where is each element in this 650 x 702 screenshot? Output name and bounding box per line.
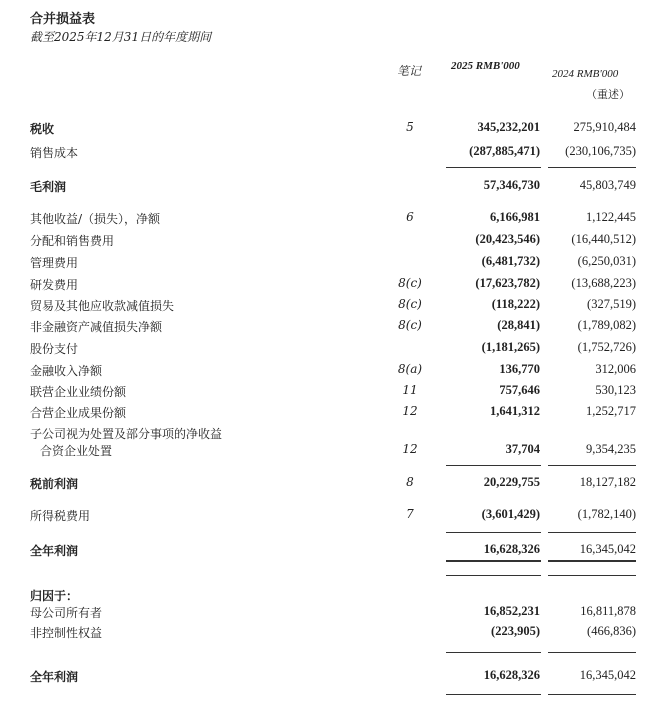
table-row xyxy=(0,442,650,460)
value-2025: 6,166,981 xyxy=(490,210,540,224)
value-2025: (118,222) xyxy=(491,297,540,311)
rule-attr-2025 xyxy=(446,652,541,653)
row-note: 8(a) xyxy=(397,362,423,376)
rule-profit-double-2025b xyxy=(446,575,541,576)
table-row xyxy=(0,475,650,493)
value-2024: (16,440,512) xyxy=(571,232,636,246)
row-label: 合资企业处置 xyxy=(40,444,113,458)
rule-cost-2024 xyxy=(548,167,636,168)
value-2025: 16,628,326 xyxy=(483,668,540,682)
value-2025: 136,770 xyxy=(499,362,540,376)
value-2025: (1,181,265) xyxy=(481,340,540,354)
value-2024: (230,106,735) xyxy=(565,144,636,158)
row-label: 税前利润 xyxy=(30,477,79,491)
statement-subtitle: 截至2025年12月31日的年度期间 xyxy=(30,30,212,44)
value-2024: (13,688,223) xyxy=(571,276,636,290)
table-row xyxy=(0,276,650,294)
value-2025: (28,841) xyxy=(497,318,540,332)
value-2025: 20,229,755 xyxy=(483,475,540,489)
column-header-2024: 2024 RMB'000 xyxy=(552,68,619,80)
row-label: 非金融资产减值损失净额 xyxy=(30,320,163,334)
row-note: 12 xyxy=(402,442,418,456)
table-row xyxy=(0,210,650,228)
row-note: 8 xyxy=(406,475,414,489)
value-2024: (1,782,140) xyxy=(577,507,636,521)
table-row xyxy=(0,604,650,622)
table-row xyxy=(0,318,650,336)
table-row xyxy=(0,144,650,162)
rule-tax-2025 xyxy=(446,532,541,533)
value-2025: 37,704 xyxy=(505,442,540,456)
value-2024: (1,752,726) xyxy=(577,340,636,354)
row-label: 股份支付 xyxy=(30,342,79,356)
row-label: 非控制性权益 xyxy=(30,626,103,640)
row-label: 全年利润 xyxy=(30,544,79,558)
row-label: 管理费用 xyxy=(30,256,79,270)
row-note: 8(c) xyxy=(398,318,422,332)
row-note: 5 xyxy=(406,120,414,134)
table-row xyxy=(0,178,650,196)
value-2024: 16,811,878 xyxy=(580,604,636,618)
rule-profit-double-2024a xyxy=(548,560,636,562)
value-2024: 1,252,717 xyxy=(586,404,636,418)
value-2024: (6,250,031) xyxy=(577,254,636,268)
value-2025: 57,346,730 xyxy=(483,178,540,192)
value-2025: (6,481,732) xyxy=(481,254,540,268)
table-row xyxy=(0,383,650,401)
value-2025: 345,232,201 xyxy=(477,120,540,134)
column-header-note: 笔记 xyxy=(397,64,422,78)
row-note: 12 xyxy=(402,404,418,418)
table-row xyxy=(0,542,650,560)
value-2025: (223,905) xyxy=(491,624,540,638)
row-note: 7 xyxy=(406,507,414,521)
rule-final-2024 xyxy=(548,694,636,695)
table-row xyxy=(0,624,650,642)
row-label: 税收 xyxy=(30,122,55,136)
value-2025: (17,623,782) xyxy=(475,276,540,290)
value-2024: 9,354,235 xyxy=(586,442,636,456)
table-row xyxy=(0,507,650,525)
row-label: 合营企业成果份额 xyxy=(30,406,127,420)
value-2024: 275,910,484 xyxy=(573,120,636,134)
value-2024: (1,789,082) xyxy=(577,318,636,332)
value-2024: 45,803,749 xyxy=(579,178,636,192)
value-2024: 1,122,445 xyxy=(586,210,636,224)
rule-pretax-2024 xyxy=(548,465,636,466)
value-2025: (3,601,429) xyxy=(481,507,540,521)
row-label: 联营企业业绩份额 xyxy=(30,385,127,399)
rule-cost-2025 xyxy=(446,167,541,168)
row-label: 金融收入净额 xyxy=(30,364,103,378)
row-label: 归因于： xyxy=(30,589,79,603)
rule-pretax-2025 xyxy=(446,465,541,466)
table-row xyxy=(0,297,650,315)
value-2025: 757,646 xyxy=(499,383,540,397)
rule-tax-2024 xyxy=(548,532,636,533)
table-row xyxy=(0,362,650,380)
value-2025: (20,423,546) xyxy=(475,232,540,246)
row-label: 子公司视为处置及部分事项的净收益 xyxy=(30,427,223,441)
row-note: 6 xyxy=(406,210,414,224)
rule-profit-double-2024b xyxy=(548,575,636,576)
table-row xyxy=(0,404,650,422)
row-label: 贸易及其他应收款减值损失 xyxy=(30,299,175,313)
row-note: 11 xyxy=(402,383,418,397)
value-2025: (287,885,471) xyxy=(469,144,540,158)
table-row xyxy=(0,425,650,443)
row-label: 其他收益/（损失），净额 xyxy=(30,212,161,226)
row-label: 分配和销售费用 xyxy=(30,234,115,248)
rule-profit-double-2025a xyxy=(446,560,541,562)
value-2024: 18,127,182 xyxy=(579,475,636,489)
table-row xyxy=(0,340,650,358)
value-2025: 1,641,312 xyxy=(490,404,540,418)
value-2024: (466,836) xyxy=(587,624,636,638)
row-note: 8(c) xyxy=(398,276,422,290)
table-row xyxy=(0,668,650,686)
column-header-2025: 2025 RMB'000 xyxy=(451,60,520,72)
rule-attr-2024 xyxy=(548,652,636,653)
table-row xyxy=(0,587,650,605)
value-2024: 16,345,042 xyxy=(579,542,636,556)
value-2025: 16,628,326 xyxy=(483,542,540,556)
statement-title: 合并损益表 xyxy=(30,12,96,27)
row-label: 母公司所有者 xyxy=(30,606,103,620)
value-2024: 530,123 xyxy=(595,383,636,397)
row-note: 8(c) xyxy=(398,297,422,311)
value-2024: 16,345,042 xyxy=(579,668,636,682)
row-label: 销售成本 xyxy=(30,146,79,160)
row-label: 研发费用 xyxy=(30,278,79,292)
value-2024: (327,519) xyxy=(587,297,636,311)
column-header-2024-restated: （重述） xyxy=(586,89,630,101)
rule-final-2025 xyxy=(446,694,541,695)
table-row xyxy=(0,254,650,272)
row-label: 全年利润 xyxy=(30,670,79,684)
table-row xyxy=(0,120,650,138)
value-2025: 16,852,231 xyxy=(483,604,540,618)
row-label: 毛利润 xyxy=(30,180,67,194)
row-label: 所得税费用 xyxy=(30,509,91,523)
value-2024: 312,006 xyxy=(595,362,636,376)
table-row xyxy=(0,232,650,250)
